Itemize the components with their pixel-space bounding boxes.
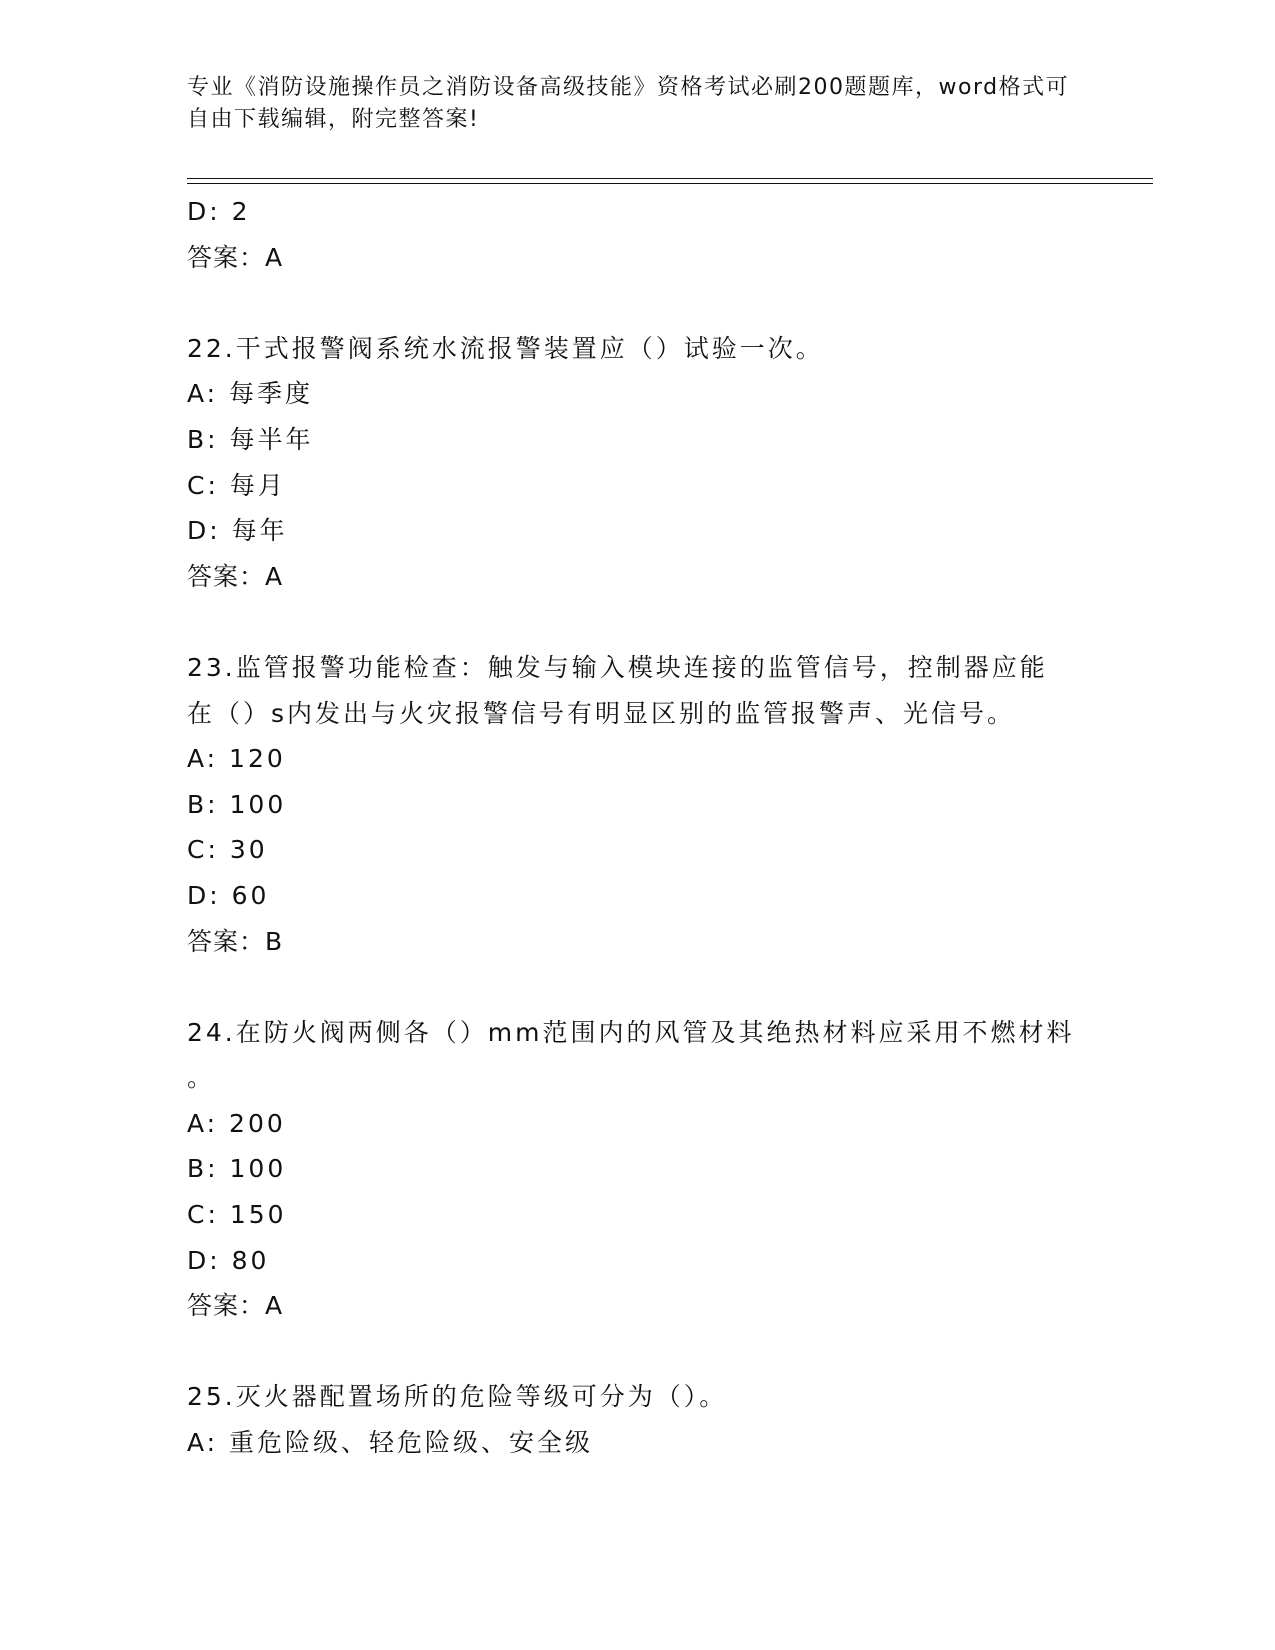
option-a: A: 重危险级、轻危险级、安全级: [187, 1428, 594, 1458]
option-d: D: 每年: [187, 516, 288, 546]
option-d: D: 80: [187, 1245, 270, 1275]
option-b: B: 100: [187, 1154, 287, 1184]
option-d: D: 2: [187, 197, 251, 226]
option-a: A: 120: [187, 744, 286, 774]
question-stem-line-2: 在（）s内发出与火灾报警信号有明显区别的监管报警声、光信号。: [187, 698, 1016, 728]
previous-question-tail: [187, 189, 1087, 280]
question-stem-line-1: 24.在防火阀两侧各（）mm范围内的风管及其绝热材料应采用不燃材料: [187, 1017, 1075, 1047]
option-b: B: 每半年: [187, 424, 314, 454]
question-24: [187, 1010, 1087, 1329]
header-rule-top: [187, 178, 1153, 179]
question-stem: 25.灭火器配置场所的危险等级可分为（）。: [187, 1382, 728, 1412]
question-list: [187, 189, 1087, 1466]
answer-line: 答案：B: [187, 926, 284, 956]
document-header: 专业《消防设施操作员之消防设备高级技能》资格考试必刷200题题库，word格式可自由下载编辑，附完整答案!: [187, 75, 1070, 132]
option-b: B: 100: [187, 789, 287, 819]
question-23: [187, 645, 1087, 964]
option-c: C: 每月: [187, 470, 286, 500]
answer-line: 答案：A: [187, 242, 284, 272]
header-rule-bottom: [187, 183, 1153, 184]
question-stem: 22.干式报警阀系统水流报警装置应（）试验一次。: [187, 333, 824, 363]
option-d: D: 60: [187, 880, 270, 910]
answer-line: 答案：A: [187, 1291, 284, 1321]
option-c: C: 150: [187, 1200, 287, 1230]
option-c: C: 30: [187, 835, 268, 865]
question-stem-line-2: 。: [187, 1063, 216, 1093]
question-22: [187, 326, 1087, 600]
option-a: A: 200: [187, 1108, 286, 1138]
question-stem-line-1: 23.监管报警功能检查：触发与输入模块连接的监管信号，控制器应能: [187, 652, 1048, 682]
option-a: A: 每季度: [187, 379, 314, 409]
answer-line: 答案：A: [187, 561, 284, 591]
question-25: [187, 1374, 1087, 1465]
